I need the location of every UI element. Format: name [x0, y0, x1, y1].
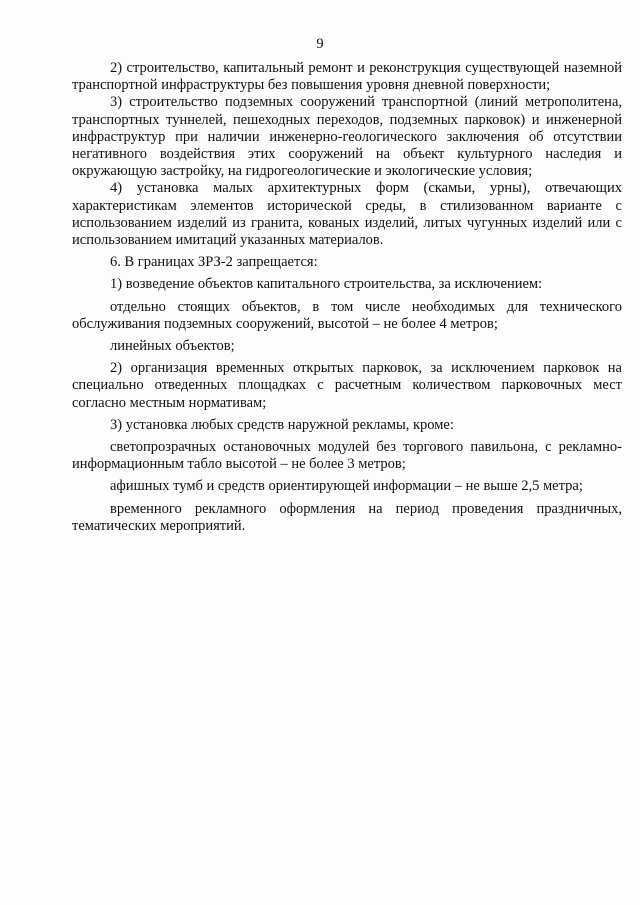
paragraph-item-4-small-architectural-forms: 4) установка малых архитектурных форм (скамьи, урны), отвечающих характеристикам элементов исторической среды, в стилизованном варианте с использованием изделий из гранита, кованых изделий, литых чугунных изделий или с использованием имитаций указанных материалов. [72, 180, 622, 249]
paragraph-exception-detached-objects: отдельно стоящих объектов, в том числе необходимых для технического обслуживания подземных сооружений, высотой – не более 4 метров; [72, 298, 622, 332]
section-6-heading: 6. В границах ЗРЗ-2 запрещается: [110, 254, 318, 271]
page-number: 9 [316, 36, 324, 52]
paragraph-prohibition-2-temporary-parking: 2) организация временных открытых парковок, за исключением парковок на специально отведенных площадках с расчетным количеством парковочных мест согласно местным нормативам; [72, 360, 622, 411]
paragraph-item-2-surface-transport: 2) строительство, капитальный ремонт и реконструкция существующей наземной транспортной инфраструктуры без повышения уровня дневной поверхности; [72, 60, 622, 94]
paragraph-prohibition-3-outdoor-advertising: 3) установка любых средств наружной рекламы, кроме: [110, 416, 454, 433]
paragraph-prohibition-1-capital-construction: 1) возведение объектов капитального строительства, за исключением: [110, 276, 543, 293]
paragraph-exception-bus-stop-modules: светопрозрачных остановочных модулей без торгового павильона, с рекламно-информационным табло высотой – не более 3 метров; [72, 439, 622, 473]
paragraph-exception-poster-columns: афишных тумб и средств ориентирующей информации – не выше 2,5 метра; [110, 478, 583, 495]
document-body [72, 60, 622, 535]
paragraph-exception-linear-objects: линейных объектов; [110, 338, 235, 355]
paragraph-item-3-underground-structures: 3) строительство подземных сооружений транспортной (линий метрополитена, транспортных туннелей, пешеходных переходов, подземных парковок) и инженерной инфраструктур при наличии инженерно-геологического заключения об отсутствии негативного воздействия этих сооружений на объект культурного наследия и окружающую застройку, на гидрогеологические и экологические условия; [72, 94, 622, 180]
paragraph-exception-temporary-decoration: временного рекламного оформления на период проведения праздничных, тематических мероприятий. [72, 500, 622, 534]
